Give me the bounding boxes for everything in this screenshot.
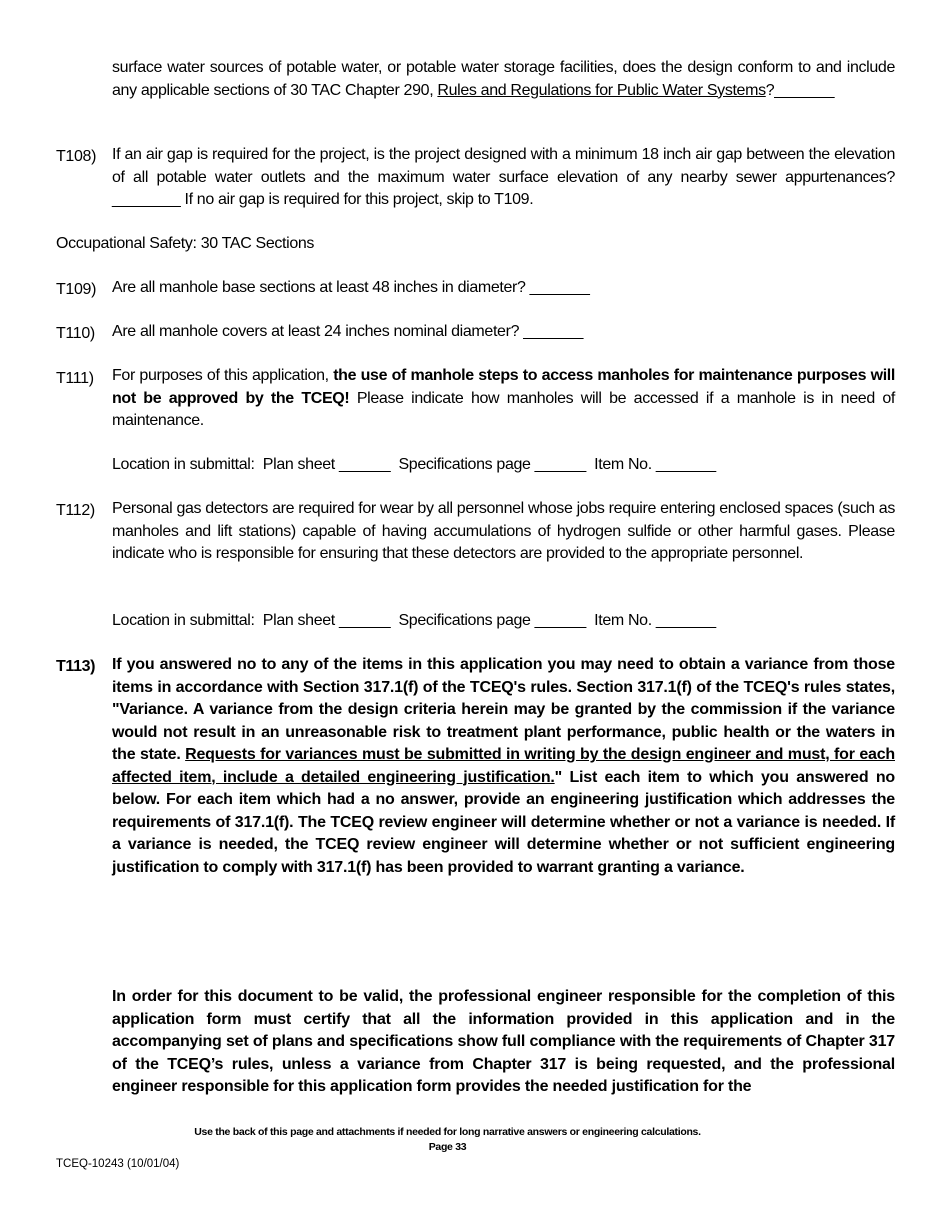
item-text-t112: Personal gas detectors are required for wear by all personnel whose jobs require entering enclosed spaces (such as manholes and lift stations) capable of having accumulations of hydrogen sulfide or other harmful gases. Please indicate who is responsible for ensuring that these detectors are provided to the appropriate personnel.: [112, 500, 895, 562]
rules-reference: Rules and Regulations for Public Water Systems: [437, 81, 766, 99]
item-number-t111: T111): [56, 370, 94, 387]
intro-text: surface water sources of potable water, or potable water storage facilities, does the design conform to and include any applicable sections of 30 TAC Chapter 290,: [112, 59, 895, 99]
item-text-t111: [112, 365, 895, 433]
form-id: TCEQ-10243 (10/01/04): [56, 1158, 180, 1170]
intro-answer-blank: ?_______: [765, 81, 835, 99]
t111-text-before: For purposes of this application,: [112, 367, 334, 384]
footer-note: Use the back of this page and attachments if needed for long narrative answers or engineering calculations.: [194, 1126, 701, 1138]
item-number-t108: T108): [56, 148, 97, 165]
item-text-t113: [112, 654, 895, 879]
item-number-t110: T110): [56, 325, 95, 342]
item-text-t110: Are all manhole covers at least 24 inches nominal diameter? _______: [112, 323, 584, 340]
t111-bold-warning: the use of manhole steps to access manholes for maintenance purposes will not be approved by the TCEQ!: [112, 367, 895, 407]
page-number: Page 33: [428, 1141, 467, 1153]
section-heading: Occupational Safety: 30 TAC Sections: [56, 235, 315, 252]
item-number-t113: T113): [56, 658, 96, 675]
t111-location-line: Location in submittal: Plan sheet ______ Specifications page ______ Item No. _______: [112, 456, 716, 473]
item-number-t112: T112): [56, 502, 95, 519]
t111-text-after: Please indicate how manholes will be accessed if a manhole is in need of maintenance.: [112, 389, 895, 429]
certification-paragraph: In order for this document to be valid, the professional engineer responsible for the completion of this application form must certify that all the information provided in this application and in the accompanying set of plans and specifications show full compliance with the requirements of Chapter 317 of the TCEQ’s rules, unless a variance from Chapter 317 is being requested, and the professional engineer responsible for this application form provides the needed justification for the: [112, 988, 895, 1095]
t113-underlined-requirement: Requests for variances must be submitted in writing by the design engineer and must, for each affected item, include a detailed engineering justification.: [112, 746, 895, 786]
item-text-t108: If an air gap is required for the project, is the project designed with a minimum 18 inch air gap between the elevation of all potable water outlets and the maximum water surface elevation of any nearby sewer appurtenances? ________ If no air gap is required for this project, skip to T109.: [112, 146, 895, 208]
t113-text-after: " List each item to which you answered no below. For each item which had a no answer, provide an engineering justification which addresses the requirements of 317.1(f). The TCEQ review engineer will determine whether or not a variance is needed. If a variance is needed, the TCEQ review engineer will determine whether or not sufficient engineering justification to comply with 317.1(f) has been provided to warrant granting a variance.: [112, 768, 895, 876]
item-text-t109: Are all manhole base sections at least 48 inches in diameter? _______: [112, 279, 590, 296]
t112-location-line: Location in submittal: Plan sheet ______ Specifications page ______ Item No. _______: [112, 612, 716, 629]
t113-text-before: If you answered no to any of the items in this application you may need to obtain a variance from those items in accordance with Section 317.1(f) of the TCEQ's rules. Section 317.1(f) of the TCEQ's rules states, "Variance. A variance from the design criteria herein may be granted by the commission if the variance would not result in an unreasonable risk to treatment plant performance, public health or the waters in the state.: [112, 656, 895, 763]
item-number-t109: T109): [56, 281, 97, 298]
intro-paragraph: [112, 57, 895, 102]
